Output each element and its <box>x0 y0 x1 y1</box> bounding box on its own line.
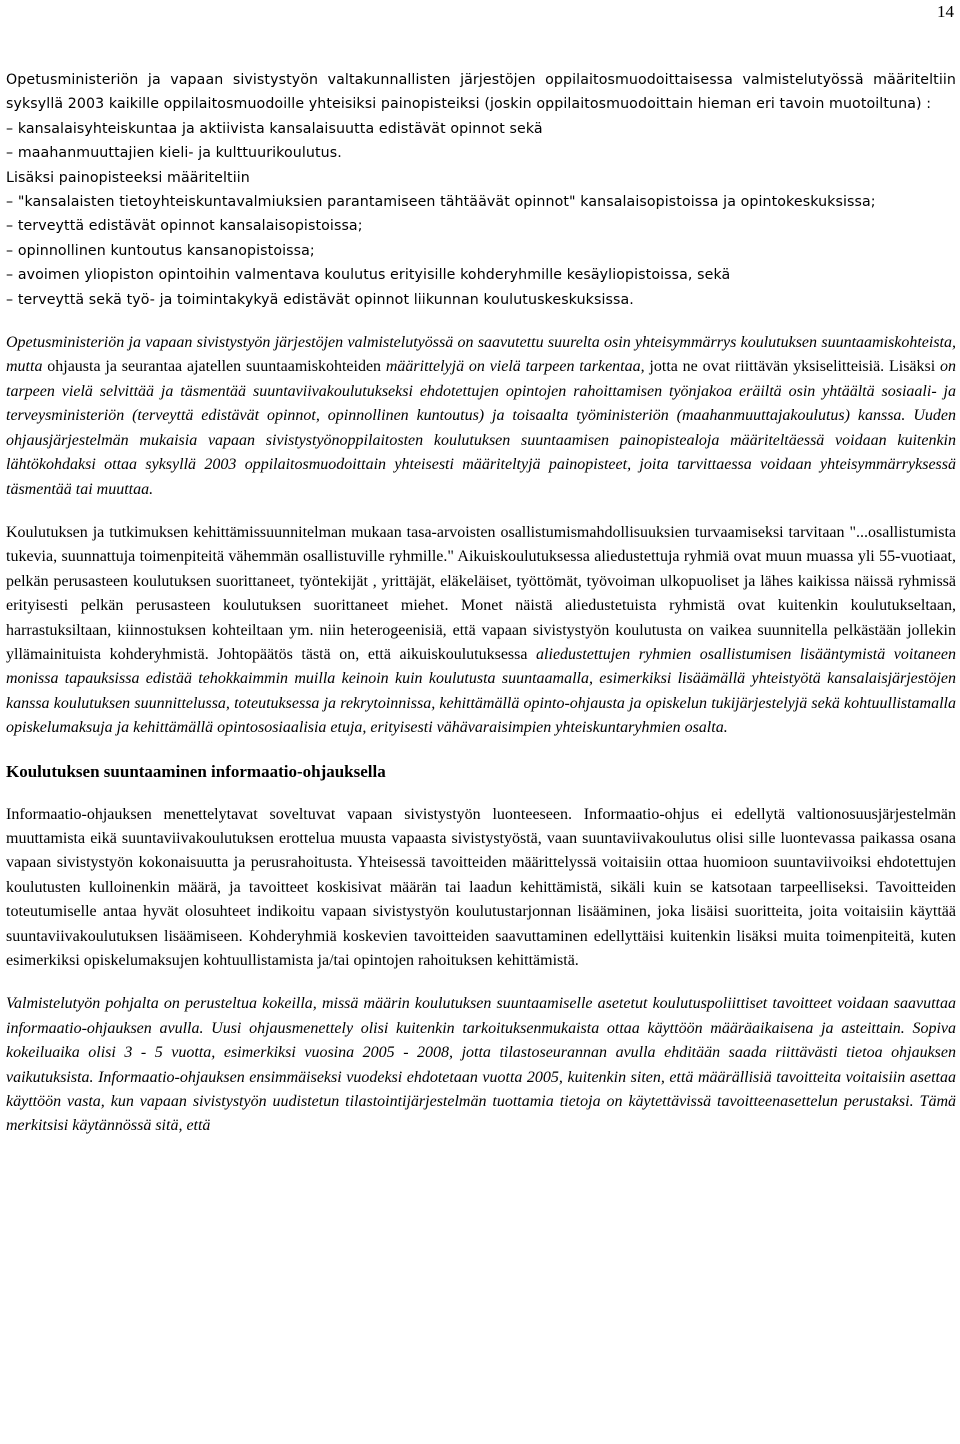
paragraph-informaatio-ohjaus: Informaatio-ohjauksen menettelytavat soveltuvat vapaan sivistystyön luonteeseen. Informaatio-ohjus ei edellytä valtionosuusjärjestelmän muuttamista eikä suuntaviivakoulutuksen erottelua muusta vapaasta sivistystyöstä, vaan suuntaviivakoulutus olisi sille luontevassa paikassa osana vapaan sivistystyön kokonaisuutta ja perusrahoitusta. Yhteisessä tavoitteiden määrittelyssä voitaisiin ottaa huomioon suuntaviivoiksi ehdotettujen koulutusten kulloinenkin määrä, ja tavoitteet koskisivat määrän tai laadun kehittämistä, sikäli kuin se katsotaan tarpeelliseksi. Tavoitteiden toteutumiselle antaa hyvät olosuhteet indikoitu vapaan sivistystyön koulutustarjonnan lisääminen, joka lisäisi suoritteita, joita voitaisiin käyttää suuntaviivakoulutuksen lisäämiseen. Kohderyhmiä koskevien tavoitteiden saavuttaminen edellyttäisi kuitenkin lisäksi muita toimenpiteitä, kuten esimerkiksi opiskelumaksujen kohtuullistamista ja/tai opintojen rahoituksen kehittämistä. <box>6 805 956 969</box>
text-span: Koulutuksen ja tutkimuksen kehittämissuunnitelman mukaan tasa-arvoisten osallistumismahdollisuuksien turvaamiseksi tarvitaan "...osallistumista tukevia, suunnattuja toimenpiteitä vähemmän osallistuville ryhmille." Aikuiskoulutuksessa aliedustettuja ryhmiä ovat muun muassa yli 55-vuotiaat, pelkän perusasteen koulutuksen suorittaneet, työntekijät , yrittäjät, eläkeläiset, työttömät, työvoiman ulkopuoliset ja lähes kaikissa näissä ryhmissä erityisesti pelkän perusasteen koulutuksen suorittaneet miehet. Monet näistä aliedustetuista ryhmistä ovat kuitenkin koulutukseltaan, harrastuksiltaan, kiinnostuksen kohteiltaan ym. niin heterogeenisiä, että vapaan sivistystyön koulutusta on vaikea suunnitella pelkästään jollekin yllämainituista kohderyhmistä. Johtopäätös tästä on, että aikuiskoulutuksessa <box>6 523 956 663</box>
italic-span: on tarpeen vielä selvittää ja täsmentää suuntaviivakoulutukseksi ehdotettujen opintojen rahoittamisen työnjakoa eräiltä osin yhtäältä sosiaali- ja terveysministeriön (terveyttä edistävät opinnot, opinnollinen kuntoutus) ja toisaalta työministeriön (maahanmuuttajakoulutus) kanssa. Uuden ohjausjärjestelmän mukaisia vapaan sivistystyönoppilaitosten koulutuksen suuntaamisen painopistealoja määriteltäessä voidaan kuitenkin lähtökohdaksi ottaa syksyllä 2003 oppilaitosmuodoittain yhteisesti määriteltyjä painopisteet, joita tarvittaessa voidaan yhteisymmärryksessä täsmentää tai muuttaa. <box>6 358 957 498</box>
lisaksi-line: Lisäksi painopisteeksi määriteltiin <box>6 169 250 186</box>
paragraph-tasa-arvo <box>6 521 956 741</box>
bullet-item: – opinnollinen kuntoutus kansanopistoissa; <box>6 239 956 263</box>
section-painopisteet <box>6 68 956 312</box>
page-number: 14 <box>937 2 954 21</box>
italic-span: aliedustettujen ryhmien osallistumisen lisääntymistä voitaneen monissa tapauksissa edistää tehokkaimmin muilla keinoin kuin koulutusta suuntaamalla, esimerkiksi lisäämällä yhteistyötä kansalaisjärjestöjen kanssa koulutuksen suunnittelussa, toteutuksessa ja rekrytoinnissa, kehittämällä opinto-ohjausta ja opiskelun tukijärjestelyjä sekä kohtuullistamalla opiskelumaksuja ja kehittämällä opintososiaalisia etuja, erityisesti vähävaraisimpien yhteiskuntaryhmien osalta. <box>6 645 957 737</box>
bullet-item: – avoimen yliopiston opintoihin valmentava koulutus erityisille kohderyhmille kesäyliopistoissa, sekä <box>6 263 956 287</box>
text-span: ohjausta ja seurantaa ajatellen suuntaamiskohteiden <box>42 358 386 376</box>
section-heading: Koulutuksen suuntaaminen informaatio-ohjauksella <box>6 761 386 781</box>
bullet-item: – kansalaisyhteiskuntaa ja aktiivista kansalaisuutta edistävät opinnot sekä <box>6 117 956 141</box>
bullet-item: – terveyttä edistävät opinnot kansalaisopistoissa; <box>6 214 956 238</box>
italic-span: määrittelyjä on vielä tarpeen tarkentaa, <box>385 358 645 376</box>
document-body <box>6 68 956 1139</box>
bullet-item: – terveyttä sekä työ- ja toimintakykyä edistävät opinnot liikunnan koulutuskeskuksissa. <box>6 288 956 312</box>
paragraph-kokeilu: Valmistelutyön pohjalta on perusteltua kokeilla, missä määrin koulutuksen suuntaamiselle asetetut koulutuspoliittiset tavoitteet voidaan saavuttaa informaatio-ohjauksen avulla. Uusi ohjausmenettely olisi kuitenkin tarkoituksenmukaista ottaa käyttöön määräaikaisena ja asteittain. Sopiva kokeiluaika olisi 3 - 5 vuotta, esimerkiksi vuosina 2005 - 2008, jotta tilastoseurannan avulla ehditään saada riittävästi tietoa ohjauksen vaikutuksista. Informaatio-ohjauksen ensimmäiseksi vuodeksi ehdotetaan vuotta 2005, kuitenkin siten, että määrällisiä tavoitteita voitaisiin asettaa käyttöön vasta, kun vapaan sivistystyön uudistetun tilastointijärjestelmän tuottamia tietoja on käytettävissä tavoitteenasettelun perustaksi. Tämä merkitsisi käytännössä sitä, että <box>6 995 956 1135</box>
text-span: jotta ne ovat riittävän yksiselitteisiä. Lisäksi <box>644 358 941 376</box>
bullet-item: – maahanmuuttajien kieli- ja kulttuurikoulutus. <box>6 141 956 165</box>
italic-span: Opetusministeriön ja vapaan sivistystyön järjestöjen valmistelutyössä on saavutettu suurelta osin yhteisymmärrys koulutuksen suuntaamiskohteista, mutta <box>6 334 956 376</box>
paragraph-yhteisymmarrys <box>6 331 956 502</box>
bullet-item: – "kansalaisten tietoyhteiskuntavalmiuksien parantamiseen tähtäävät opinnot" kansalaisopistoissa ja opintokeskuksissa; <box>6 190 956 214</box>
intro-paragraph: Opetusministeriön ja vapaan sivistystyön valtakunnallisten järjestöjen oppilaitosmuodoittaisessa valmistelutyössä määriteltiin syksyllä 2003 kaikille oppilaitosmuodoille yhteisiksi painopisteiksi (joskin oppilaitosmuodoittain hieman eri tavoin muotoiltuna) : <box>6 72 956 113</box>
